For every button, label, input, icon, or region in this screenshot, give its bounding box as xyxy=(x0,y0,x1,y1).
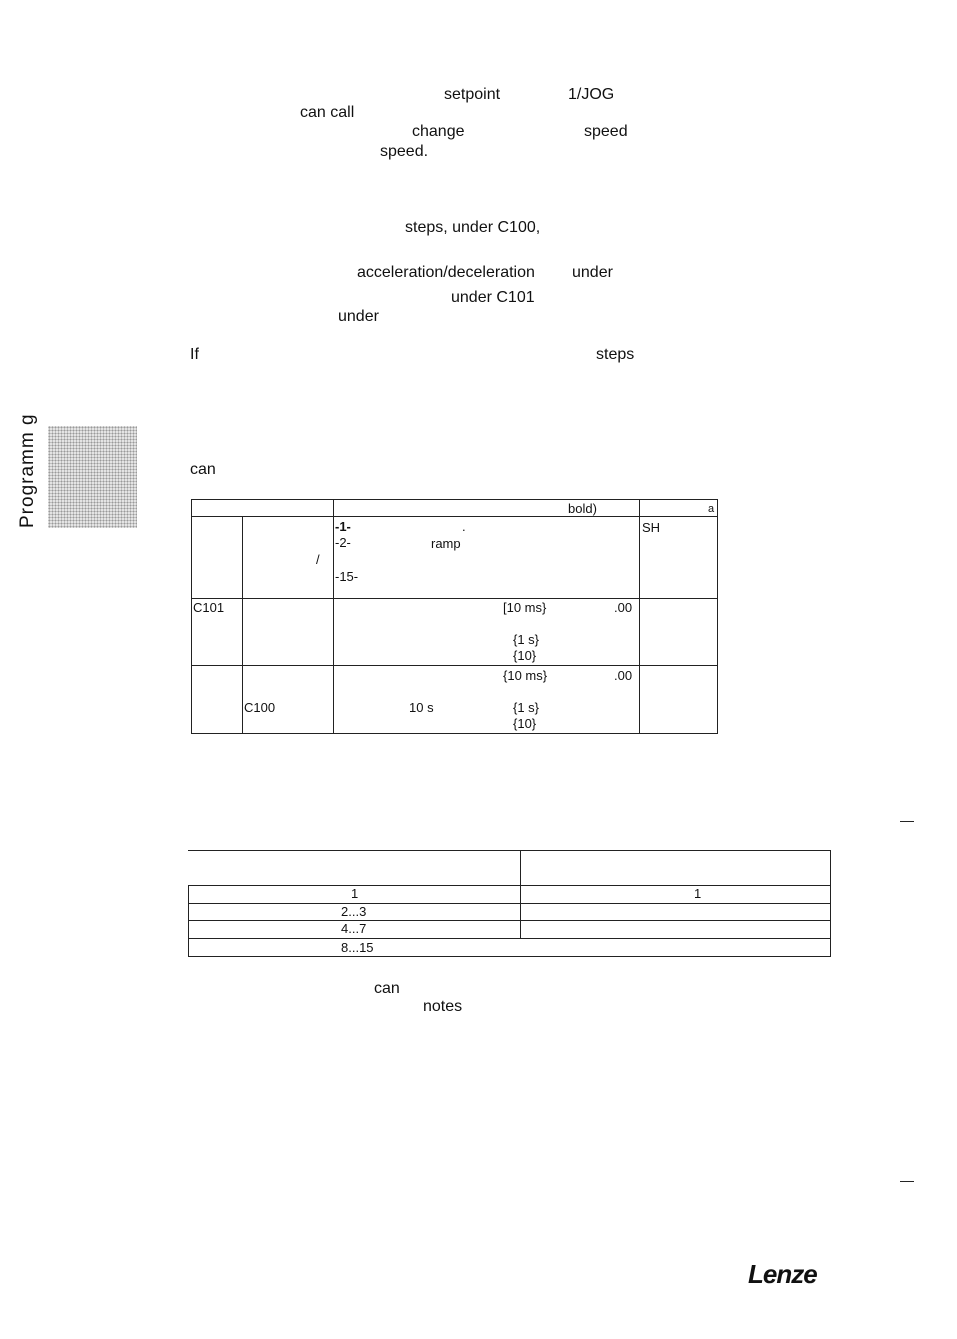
text-speed: speed xyxy=(584,123,628,140)
option-15: -15- xyxy=(335,569,359,584)
sidebar-label: Programm g xyxy=(17,413,38,528)
text-under-c101: under C101 xyxy=(451,289,535,306)
text-under-2: under xyxy=(338,308,379,325)
step-right-row-1: 1 xyxy=(694,886,702,901)
margin-tick-lower: — xyxy=(900,1172,914,1188)
row3-unit-10: {10} xyxy=(513,716,537,731)
c101-unit-10ms: [10 ms} xyxy=(503,600,547,615)
header-bold-note: bold) xyxy=(568,501,597,516)
text-under: under xyxy=(572,264,613,281)
step-row-4: 8...15 xyxy=(341,940,374,955)
option-1: -1- xyxy=(335,519,351,534)
text-change: change xyxy=(412,123,465,140)
text-if: If xyxy=(190,346,199,363)
text-setpoint: setpoint xyxy=(444,86,501,103)
option-2: -2- xyxy=(335,535,351,550)
c101-unit-10: {10} xyxy=(513,648,537,663)
margin-tick-upper: — xyxy=(900,812,914,828)
text-steps: steps xyxy=(596,346,635,363)
step-row-3: 4...7 xyxy=(341,921,367,936)
brand-logo: Lenze xyxy=(748,1259,817,1289)
code-c101: C101 xyxy=(193,600,225,615)
text-can: can xyxy=(190,461,216,478)
step-row-2: 2...3 xyxy=(341,904,367,919)
row3-unit-1s: {1 s} xyxy=(513,700,540,715)
row3-value: .00 xyxy=(614,668,633,683)
text-speed-end: speed. xyxy=(380,143,429,160)
row3-time: 10 s xyxy=(409,700,434,715)
text-can-call: can call xyxy=(300,104,355,121)
c101-unit-1s: {1 s} xyxy=(513,632,540,647)
text-jog: 1/JOG xyxy=(568,86,615,103)
text-notes: notes xyxy=(423,998,463,1015)
option-1-dot: . xyxy=(462,519,466,534)
row3-unit-10ms: {10 ms} xyxy=(503,668,548,683)
ref-c100: C100 xyxy=(244,700,276,715)
code-sh: SH xyxy=(642,520,661,535)
step-row-1: 1 xyxy=(351,886,359,901)
c101-value: .00 xyxy=(614,600,633,615)
option-2-ramp: ramp xyxy=(431,536,461,551)
sidebar-pattern xyxy=(48,426,137,528)
text-acceleration: acceleration/deceleration xyxy=(357,264,535,281)
text-can-2: can xyxy=(374,980,400,997)
slash-mark: / xyxy=(316,552,320,567)
header-right-mark: a xyxy=(708,503,715,515)
text-steps-under-c100: steps, under C100, xyxy=(405,219,541,236)
